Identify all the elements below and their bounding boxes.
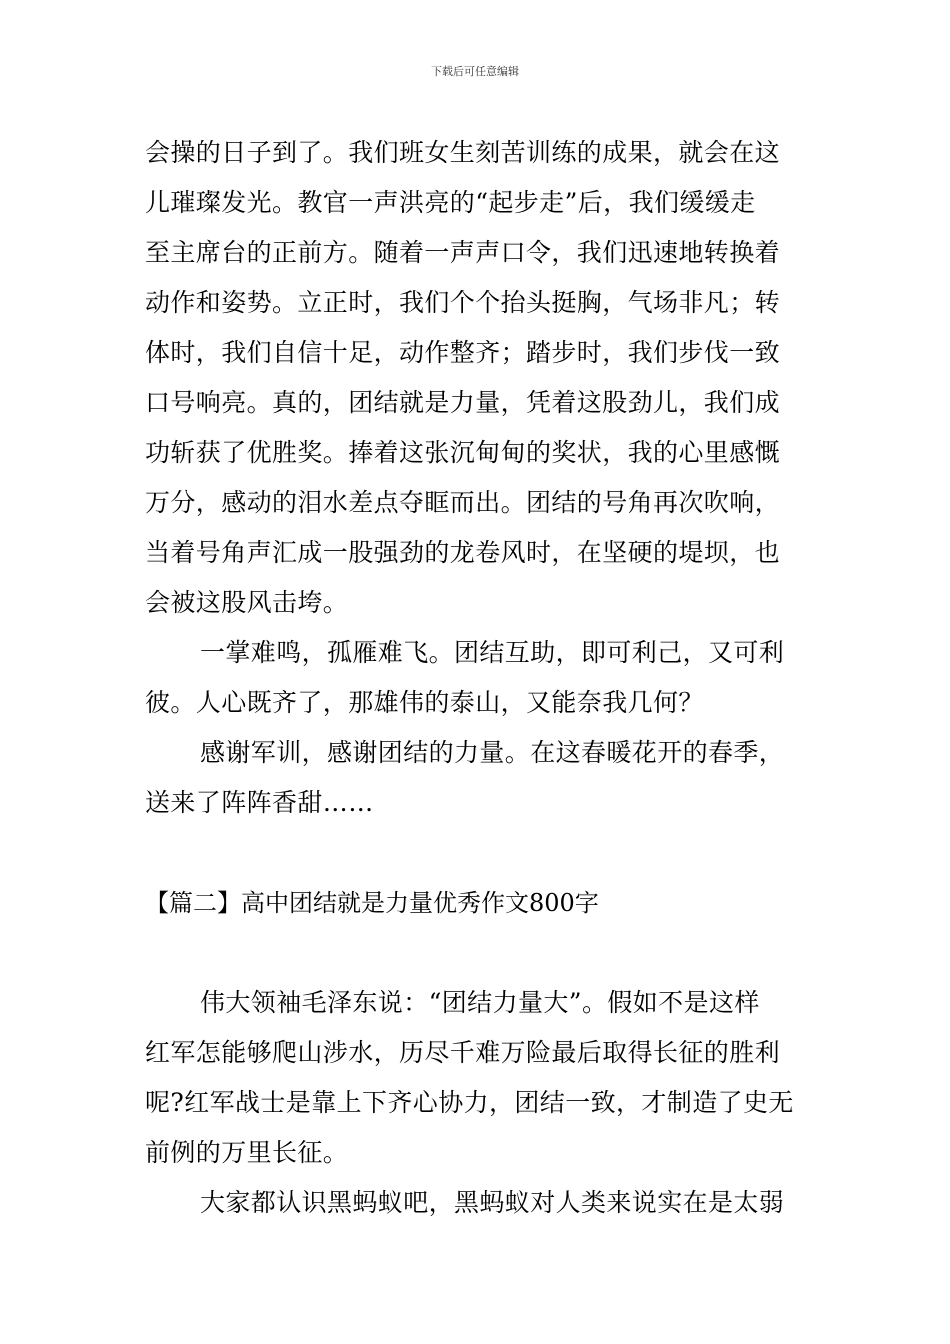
paragraph: [145, 978, 807, 1178]
paragraph: [145, 128, 807, 628]
text-line: 一掌难鸣，孤雁难飞。团结互助，即可利己，又可利: [200, 638, 785, 667]
paragraph: [145, 728, 807, 828]
paragraph: [145, 628, 807, 728]
page-header: 下载后可任意编辑: [431, 65, 519, 78]
text-line: 功斩获了优胜奖。捧着这张沉甸甸的奖状，我的心里感慨: [145, 438, 781, 467]
blank-line: [145, 928, 807, 978]
text-line: 会被这股风击垮。: [145, 588, 349, 617]
text-line: 前例的万里长征。: [145, 1138, 349, 1167]
text-line: 感谢军训，感谢团结的力量。在这春暖花开的春季，: [200, 738, 785, 767]
section-heading: 【篇二】高中团结就是力量优秀作文800字: [145, 889, 599, 917]
blank-line: [145, 828, 807, 878]
text-line: 当着号角声汇成一股强劲的龙卷风时，在坚硬的堤坝，也: [145, 538, 781, 567]
text-line: 大家都认识黑蚂蚁吧，黑蚂蚁对人类来说实在是太弱: [200, 1188, 785, 1217]
text-line: 彼。人心既齐了，那雄伟的泰山，又能奈我几何？: [145, 688, 704, 717]
text-line: 会操的日子到了。我们班女生刻苦训练的成果，就会在这: [145, 138, 781, 167]
text-line: 体时，我们自信十足，动作整齐；踏步时，我们步伐一致: [145, 338, 781, 367]
paragraph: [145, 1178, 807, 1228]
text-line: 万分，感动的泪水差点夺眶而出。团结的号角再次吹响，: [145, 488, 781, 517]
text-line: 伟大领袖毛泽东说：“团结力量大”。假如不是这样: [200, 988, 760, 1017]
text-line: 至主席台的正前方。随着一声声口令，我们迅速地转换着: [145, 238, 781, 267]
text-line: 送来了阵阵香甜……: [145, 788, 374, 817]
text-line: 儿璀璨发光。教官一声洪亮的“起步走”后，我们缓缓走: [145, 188, 756, 217]
text-line: 呢?红军战士是靠上下齐心协力，团结一致，才制造了史无: [145, 1088, 794, 1117]
document-body: [145, 128, 807, 1228]
text-line: 红军怎能够爬山涉水，历尽千难万险最后取得长征的胜利: [145, 1038, 781, 1067]
text-line: 口号响亮。真的，团结就是力量，凭着这股劲儿，我们成: [145, 388, 781, 417]
text-line: 动作和姿势。立正时，我们个个抬头挺胸，气场非凡；转: [145, 288, 781, 317]
